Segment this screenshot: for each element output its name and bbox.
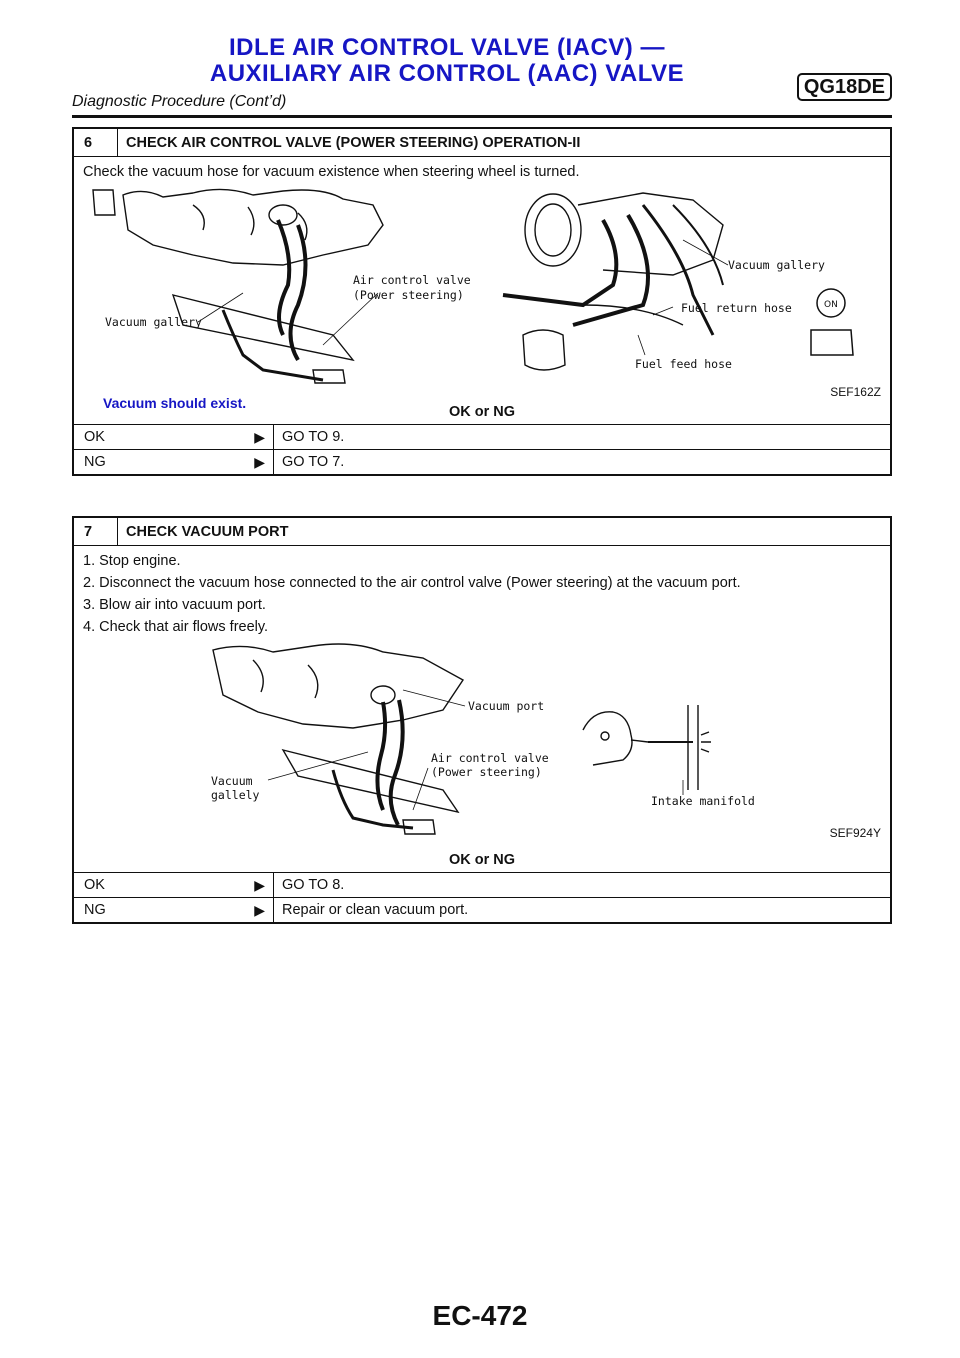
label-power-steering-7: (Power steering) [431,765,542,779]
engine-code-badge: QG18DE [797,73,892,101]
step-7-figure [83,640,881,852]
step-7-title: CHECK VACUUM PORT [126,523,289,540]
step-6-title: CHECK AIR CONTROL VALVE (POWER STEERING) OPERATION-II [126,134,581,151]
step-7-number: 7 [74,518,118,545]
step-6-result-ok [74,425,890,450]
result-key: OK [84,877,105,893]
arrow-right-icon: ▶ [254,454,265,470]
label-vacuum-gallery-right: Vacuum gallery [728,258,825,272]
result-key: OK [84,429,105,445]
result-action: GO TO 8. [282,877,345,893]
arrow-right-icon: ▶ [254,902,265,918]
result-key: NG [84,454,106,470]
result-action: GO TO 9. [282,429,345,445]
result-action: Repair or clean vacuum port. [282,902,469,918]
step-7-instruction-3: 3. Blow air into vacuum port. [83,597,266,613]
label-fuel-return-hose: Fuel return hose [681,301,792,315]
page-header [72,20,892,120]
page-number: EC-472 [432,1300,528,1331]
step-6-result-ng [74,450,890,474]
section-subtitle: Diagnostic Procedure (Cont’d) [72,93,287,110]
figure-ref-sef162z: SEF162Z [830,385,881,399]
header-rule [72,115,892,118]
label-fuel-feed-hose: Fuel feed hose [635,357,732,371]
step-6-number: 6 [74,129,118,156]
step-6-table [72,127,892,476]
step-6-instruction: Check the vacuum hose for vacuum existence when steering wheel is turned. [83,164,580,180]
engine-vacuum-hose-illustration [83,185,881,401]
label-power-steering: (Power steering) [353,288,464,302]
step-6-body [74,157,890,425]
step-7-body [74,546,890,873]
label-air-control-valve-7: Air control valve [431,751,549,765]
step-7-result-ng [74,898,890,922]
step-6-ok-or-ng: OK or NG [448,404,516,420]
step-6-figure [83,185,881,423]
vacuum-port-illustration [83,640,881,840]
result-key: NG [84,902,106,918]
label-vacuum-gallely-1: Vacuum [211,774,253,788]
label-intake-manifold: Intake manifold [651,794,755,808]
step-6-header [74,129,890,157]
label-vacuum-gallery-left: Vacuum gallery [105,315,202,329]
figure-ref-sef924y: SEF924Y [829,826,881,840]
result-action: GO TO 7. [282,454,345,470]
ignition-on-label: ON [824,300,838,310]
vacuum-should-exist-note: Vacuum should exist. [103,395,247,411]
step-7-instruction-1: 1. Stop engine. [83,553,181,569]
section-title-line1: IDLE AIR CONTROL VALVE (IACV) — [229,34,665,61]
step-7-header [74,518,890,546]
label-air-control-valve: Air control valve [353,273,471,287]
arrow-right-icon: ▶ [254,429,265,445]
step-7-table [72,516,892,924]
label-vacuum-port: Vacuum port [468,699,545,713]
step-7-instruction-2: 2. Disconnect the vacuum hose connected to the air control valve (Power steering) at the vacuum port. [83,575,741,591]
section-title-line2: AUXILIARY AIR CONTROL (AAC) VALVE [209,60,685,87]
arrow-right-icon: ▶ [254,877,265,893]
step-7-result-ok [74,873,890,898]
label-vacuum-gallely-2: gallely [211,788,260,802]
step-7-ok-or-ng: OK or NG [448,852,516,868]
step-7-instruction-4: 4. Check that air flows freely. [83,619,269,635]
